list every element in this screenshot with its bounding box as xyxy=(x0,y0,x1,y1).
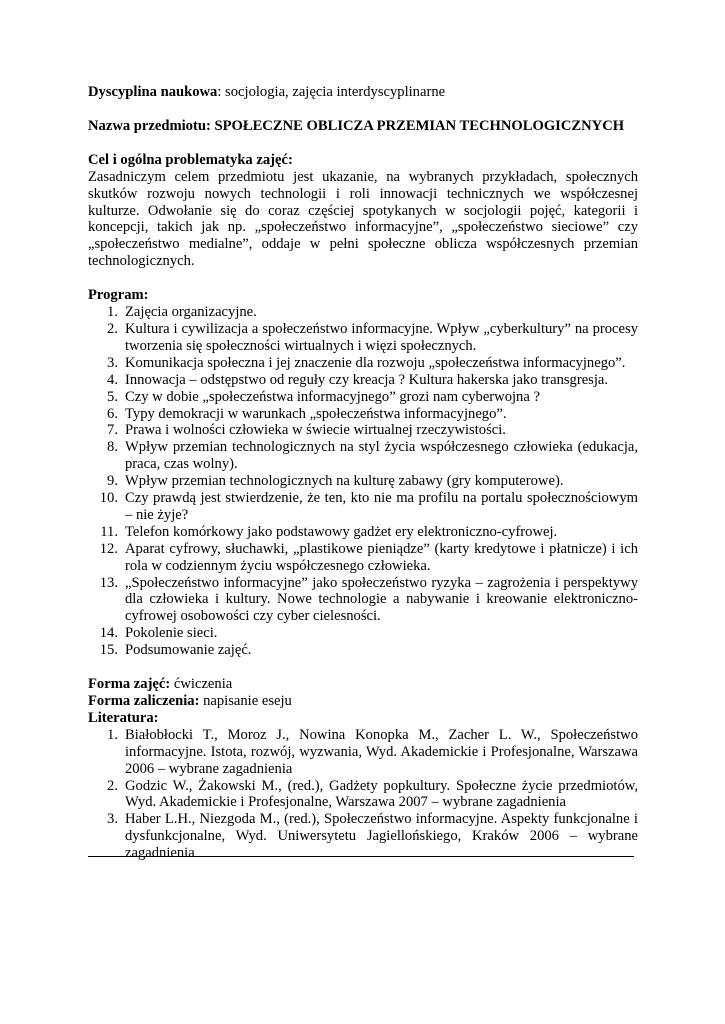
program-item-text: Kultura i cywilizacja a społeczeństwo informacyjne. Wpływ „cyberkultury” na procesy tworzenia się społeczności wirtualnych i więzi społecznych. xyxy=(125,320,638,354)
program-item-number: 3. xyxy=(107,354,118,371)
program-item-number: 6. xyxy=(107,405,118,422)
program-item-text: Innowacja – odstępstwo od reguły czy kreacja ? Kultura hakerska jako transgresja. xyxy=(125,371,609,388)
subject-value: SPOŁECZNE OBLICZA PRZEMIAN TECHNOLOGICZNYCH xyxy=(210,117,625,134)
program-item-number: 12. xyxy=(99,540,118,557)
program-item xyxy=(88,422,638,439)
program-item xyxy=(88,524,638,541)
discipline-value: : socjologia, zajęcia interdyscyplinarne xyxy=(217,84,446,100)
literature-item xyxy=(88,727,638,778)
program-item-text: Prawa i wolności człowieka w świecie wirtualnej rzeczywistości. xyxy=(125,422,506,439)
program-item-number: 2. xyxy=(107,320,118,337)
program-item xyxy=(88,490,638,524)
literature-item-text: Godzic W., Żakowski M., (red.), Gadżety popkultury. Społeczne życie przedmiotów, Wyd. Akademickie i Profesjonalne, Warszawa 2007 – wybrane zagadnienia xyxy=(125,777,638,811)
program-item-text: Wpływ przemian technologicznych na kulturę zabawy (gry komputerowe). xyxy=(125,473,564,490)
program-item xyxy=(88,575,638,626)
program-item-text: Wpływ przemian technologicznych na styl życia współczesnego człowieka (edukacja, praca, czas wolny). xyxy=(125,439,638,473)
program-item-text: „Społeczeństwo informacyjne” jako społeczeństwo ryzyka – zagrożenia i perspektywy dla człowieka i kultury. Nowe technologie a nabywanie i kreowanie elektroniczno-cyfrowej osobowości czy cyber cielesności. xyxy=(125,574,638,625)
program-item xyxy=(88,439,638,473)
program-item-number: 7. xyxy=(107,422,118,439)
literature-heading: Literatura: xyxy=(88,709,159,726)
goal-text: Zasadniczym celem przedmiotu jest ukazanie, na wybranych przykładach, społecznych skutków rozwoju nowych technologii i roli innowacji technicznych we współczesnej kulturze. Odwołanie się do coraz częściej spotykanych w socjologii pojęć, kategorii i koncepcji, takich jak np. „społeczeństwo informacyjne”, „społeczeństwo sieciowe” czy „społeczeństwo medialne”, oddaje w pełni społeczne oblicza współczesnych przemian technologicznych. xyxy=(88,168,638,270)
discipline-line xyxy=(88,84,638,101)
program-item-text: Pokolenie sieci. xyxy=(125,625,218,642)
program-item-text: Podsumowanie zajęć. xyxy=(125,642,252,659)
form-value: ćwiczenia xyxy=(170,676,233,693)
program-item xyxy=(88,473,638,490)
program-item xyxy=(88,304,638,321)
form-label: Forma zajęć: xyxy=(88,676,171,693)
program-item xyxy=(88,541,638,575)
program-item-number: 15. xyxy=(99,642,118,659)
literature-item xyxy=(88,811,638,862)
program-item-text: Czy w dobie „społeczeństwa informacyjnego” grozi nam cyberwojna ? xyxy=(125,388,540,405)
program-item-text: Czy prawdą jest stwierdzenie, że ten, kto nie ma profilu na portalu społecznościowym – nie żyje? xyxy=(125,490,638,523)
program-item-number: 14. xyxy=(99,625,118,642)
subject-line xyxy=(88,118,638,135)
subject-label: Nazwa przedmiotu: xyxy=(88,117,211,134)
bottom-divider xyxy=(88,856,634,857)
program-item-number: 13. xyxy=(99,574,118,591)
program-item-number: 11. xyxy=(100,523,118,540)
program-item xyxy=(88,406,638,423)
program-item-text: Zajęcia organizacyjne. xyxy=(125,304,257,321)
program-item-text: Komunikacja społeczna i jej znaczenie dla rozwoju „społeczeństwa informacyjnego”. xyxy=(125,354,626,371)
literature-item-number: 1. xyxy=(107,726,118,743)
program-item xyxy=(88,625,638,642)
program-item-text: Aparat cyfrowy, słuchawki, „plastikowe pieniądze” (karty kredytowe i płatnicze) i ich rola w codziennym życiu współczesnego człowieka. xyxy=(125,540,638,574)
program-item-number: 8. xyxy=(107,439,118,456)
program-heading: Program: xyxy=(88,287,149,304)
program-item xyxy=(88,389,638,406)
program-item-text: Typy demokracji w warunkach „społeczeństwa informacyjnego”. xyxy=(125,405,507,422)
literature-item-number: 2. xyxy=(107,777,118,794)
literature-item xyxy=(88,778,638,812)
form-line xyxy=(88,676,638,693)
program-item-number: 4. xyxy=(107,371,118,388)
discipline-label: Dyscyplina naukowa xyxy=(88,84,218,100)
program-item-text: Telefon komórkowy jako podstawowy gadżet ery elektroniczno-cyfrowej. xyxy=(125,523,558,540)
program-item xyxy=(88,321,638,355)
credit-value: napisanie eseju xyxy=(199,693,292,709)
program-item-number: 5. xyxy=(107,388,118,405)
credit-line xyxy=(88,693,638,710)
program-item xyxy=(88,642,638,659)
literature-item-text: Haber L.H., Niezgoda M., (red.), Społeczeństwo informacyjne. Aspekty funkcjonalne i dysfunkcjonalne, Wyd. Uniwersytetu Jagiellońskiego, Kraków 2006 – wybrane zagadnienia xyxy=(125,811,638,862)
program-list xyxy=(88,304,638,659)
program-item-number: 1. xyxy=(107,304,118,321)
goal-heading: Cel i ogólna problematyka zajęć: xyxy=(88,151,293,168)
syllabus-content xyxy=(88,84,638,862)
program-item-number: 9. xyxy=(107,473,118,490)
program-item xyxy=(88,355,638,372)
literature-item-text: Białobłocki T., Moroz J., Nowina Konopka M., Zacher L. W., Społeczeństwo informacyjne. Istota, rozwój, wyzwania, Wyd. Akademickie i Profesjonalne, Warszawa 2006 – wybrane zagadnienia xyxy=(125,726,638,777)
literature-item-number: 3. xyxy=(107,811,118,828)
credit-label: Forma zaliczenia: xyxy=(88,693,200,709)
program-item xyxy=(88,372,638,389)
literature-list xyxy=(88,727,638,862)
program-item-number: 10. xyxy=(99,490,118,507)
